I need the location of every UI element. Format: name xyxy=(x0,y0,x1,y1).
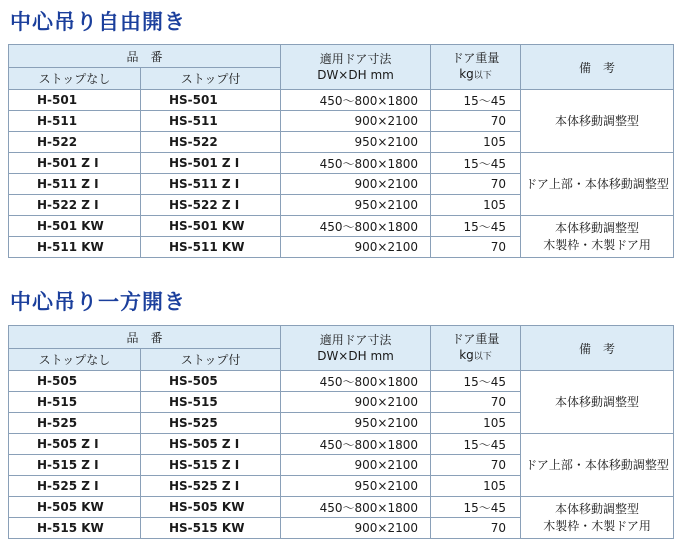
model-stop: HS-505 xyxy=(141,371,281,392)
door-weight: 15～45 xyxy=(431,497,521,518)
model-no-stop: H-511 xyxy=(9,111,141,132)
model-stop: HS-511 Z I xyxy=(141,174,281,195)
model-no-stop: H-501 xyxy=(9,90,141,111)
door-dimension: 450～800×1800 xyxy=(281,434,431,455)
door-dimension: 450～800×1800 xyxy=(281,497,431,518)
model-no-stop: H-515 Z I xyxy=(9,455,141,476)
header-remarks: 備 考 xyxy=(521,326,674,371)
model-no-stop: H-515 KW xyxy=(9,518,141,539)
remark: ドア上部・本体移動調整型 xyxy=(521,434,674,497)
model-stop: HS-515 Z I xyxy=(141,455,281,476)
header-stop: ストップ付 xyxy=(141,349,281,371)
door-weight: 70 xyxy=(431,174,521,195)
door-weight: 15～45 xyxy=(431,90,521,111)
door-dimension: 450～800×1800 xyxy=(281,216,431,237)
table-row xyxy=(9,216,674,237)
model-stop: HS-505 Z I xyxy=(141,434,281,455)
model-stop: HS-511 KW xyxy=(141,237,281,258)
model-stop: HS-511 xyxy=(141,111,281,132)
door-dimension: 950×2100 xyxy=(281,476,431,497)
door-weight: 15～45 xyxy=(431,216,521,237)
remark: ドア上部・本体移動調整型 xyxy=(521,153,674,216)
model-stop: HS-525 xyxy=(141,413,281,434)
door-weight: 105 xyxy=(431,476,521,497)
model-no-stop: H-515 xyxy=(9,392,141,413)
model-no-stop: H-525 Z I xyxy=(9,476,141,497)
model-no-stop: H-501 Z I xyxy=(9,153,141,174)
header-weight: ドア重量 kg以下 xyxy=(431,326,521,371)
door-weight: 105 xyxy=(431,195,521,216)
spec-table xyxy=(8,44,674,258)
model-stop: HS-505 KW xyxy=(141,497,281,518)
remark: 本体移動調整型 木製枠・木製ドア用 xyxy=(521,216,674,258)
door-weight: 15～45 xyxy=(431,153,521,174)
header-dimensions: 適用ドア寸法 DW×DH mm xyxy=(281,45,431,90)
model-no-stop: H-525 xyxy=(9,413,141,434)
remark: 本体移動調整型 木製枠・木製ドア用 xyxy=(521,497,674,539)
table-row xyxy=(9,497,674,518)
table-row xyxy=(9,153,674,174)
remark: 本体移動調整型 xyxy=(521,90,674,153)
table-row xyxy=(9,434,674,455)
door-weight: 70 xyxy=(431,455,521,476)
model-stop: HS-522 Z I xyxy=(141,195,281,216)
door-dimension: 950×2100 xyxy=(281,413,431,434)
model-no-stop: H-522 Z I xyxy=(9,195,141,216)
header-remarks: 備 考 xyxy=(521,45,674,90)
door-dimension: 900×2100 xyxy=(281,111,431,132)
header-stop: ストップ付 xyxy=(141,68,281,90)
door-weight: 70 xyxy=(431,518,521,539)
door-weight: 15～45 xyxy=(431,371,521,392)
model-no-stop: H-505 xyxy=(9,371,141,392)
door-dimension: 900×2100 xyxy=(281,392,431,413)
table-row xyxy=(9,90,674,111)
door-dimension: 950×2100 xyxy=(281,195,431,216)
model-stop: HS-522 xyxy=(141,132,281,153)
door-dimension: 450～800×1800 xyxy=(281,371,431,392)
door-dimension: 450～800×1800 xyxy=(281,90,431,111)
section-title: 中心吊り一方開き xyxy=(10,290,186,314)
header-no-stop: ストップなし xyxy=(9,68,141,90)
model-no-stop: H-511 KW xyxy=(9,237,141,258)
model-no-stop: H-505 Z I xyxy=(9,434,141,455)
door-weight: 70 xyxy=(431,392,521,413)
model-stop: HS-525 Z I xyxy=(141,476,281,497)
model-stop: HS-501 xyxy=(141,90,281,111)
remark: 本体移動調整型 xyxy=(521,371,674,434)
header-model-group: 品 番 xyxy=(9,326,281,349)
model-stop: HS-501 KW xyxy=(141,216,281,237)
door-dimension: 950×2100 xyxy=(281,132,431,153)
model-no-stop: H-501 KW xyxy=(9,216,141,237)
door-weight: 70 xyxy=(431,237,521,258)
door-dimension: 900×2100 xyxy=(281,237,431,258)
model-no-stop: H-511 Z I xyxy=(9,174,141,195)
model-stop: HS-501 Z I xyxy=(141,153,281,174)
model-stop: HS-515 xyxy=(141,392,281,413)
door-dimension: 900×2100 xyxy=(281,174,431,195)
header-model-group: 品 番 xyxy=(9,45,281,68)
door-weight: 105 xyxy=(431,132,521,153)
model-stop: HS-515 KW xyxy=(141,518,281,539)
header-no-stop: ストップなし xyxy=(9,349,141,371)
door-weight: 70 xyxy=(431,111,521,132)
model-no-stop: H-522 xyxy=(9,132,141,153)
model-no-stop: H-505 KW xyxy=(9,497,141,518)
door-dimension: 900×2100 xyxy=(281,518,431,539)
spec-table xyxy=(8,325,674,539)
header-dimensions: 適用ドア寸法 DW×DH mm xyxy=(281,326,431,371)
table-row xyxy=(9,371,674,392)
header-weight: ドア重量 kg以下 xyxy=(431,45,521,90)
door-weight: 15～45 xyxy=(431,434,521,455)
door-dimension: 900×2100 xyxy=(281,455,431,476)
door-weight: 105 xyxy=(431,413,521,434)
section-title: 中心吊り自由開き xyxy=(10,10,186,34)
door-dimension: 450～800×1800 xyxy=(281,153,431,174)
